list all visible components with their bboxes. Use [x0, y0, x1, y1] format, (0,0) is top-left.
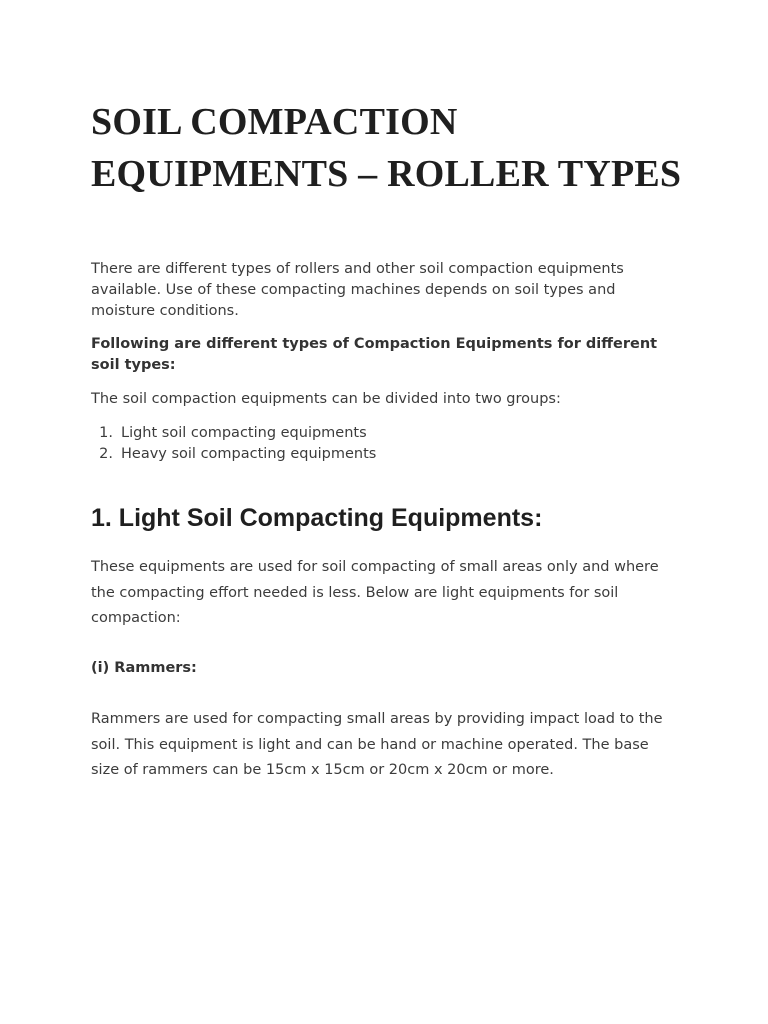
- text-line: moisture conditions.: [91, 303, 239, 319]
- section-heading: 1. Light Soil Compacting Equipments:: [91, 504, 543, 532]
- text-line: These equipments are used for soil compacting of small areas only and where: [91, 559, 659, 575]
- text-line: soil types:: [91, 357, 176, 373]
- text-line: compaction:: [91, 610, 181, 626]
- rammer-paragraph: [91, 707, 681, 784]
- list-item: [91, 423, 376, 444]
- list-item-text: Heavy soil compacting equipments: [121, 446, 377, 462]
- sub-heading: (i) Rammers:: [91, 660, 197, 676]
- list-item-number: 2.: [99, 446, 113, 462]
- list-item-text: Light soil compacting equipments: [121, 425, 367, 441]
- text-line: soil. This equipment is light and can be hand or machine operated. The base: [91, 736, 649, 753]
- text-line: the compacting effort needed is less. Below are light equipments for soil: [91, 584, 619, 601]
- title-line: SOIL COMPACTION: [91, 101, 458, 143]
- text-line: size of rammers can be 15cm x 15cm or 20cm x 20cm or more.: [91, 762, 554, 778]
- bold-lead-paragraph: [91, 334, 681, 376]
- groups-list: [91, 423, 376, 465]
- section-paragraph: [91, 555, 681, 632]
- list-item-number: 1.: [99, 425, 113, 441]
- groups-intro-paragraph: The soil compaction equipments can be divided into two groups:: [91, 391, 561, 407]
- text-line: Following are different types of Compaction Equipments for different: [91, 336, 658, 352]
- text-line: There are different types of rollers and other soil compaction equipments: [91, 261, 624, 277]
- text-line: Rammers are used for compacting small areas by providing impact load to the: [91, 711, 663, 727]
- intro-paragraph: [91, 259, 671, 322]
- page-title: [91, 96, 691, 200]
- title-line: EQUIPMENTS – ROLLER TYPES: [91, 153, 682, 195]
- text-line: available. Use of these compacting machines depends on soil types and: [91, 282, 616, 298]
- list-item: [91, 444, 376, 465]
